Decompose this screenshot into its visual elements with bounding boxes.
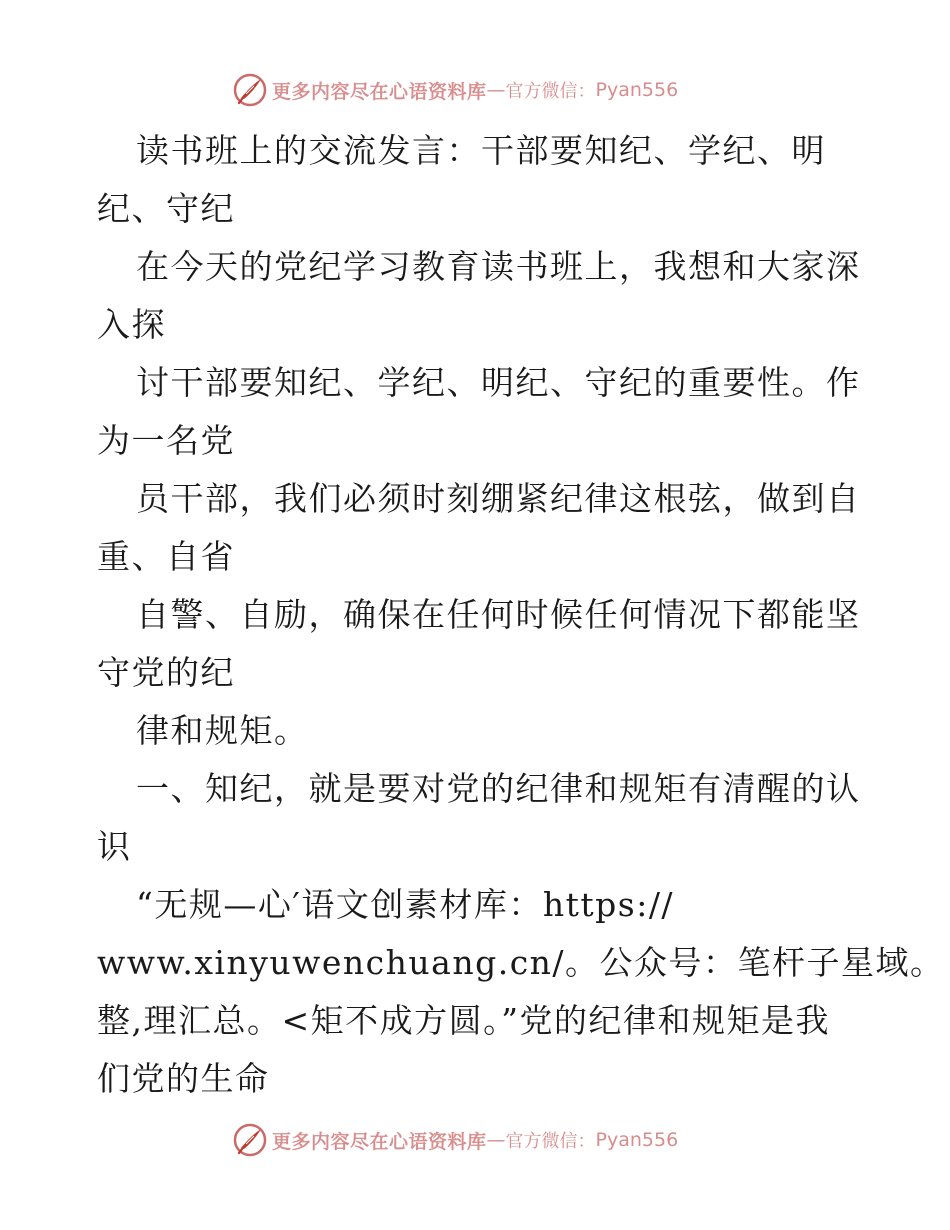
header-brand: 更多内容尽在心语资料库 — [272, 80, 487, 103]
paragraph-line: 守党的纪 — [97, 653, 235, 692]
header-dash: — — [486, 79, 506, 101]
paragraph-line: 们党的生命 — [97, 1059, 270, 1098]
header-wechat-id: Pyan556 — [595, 79, 679, 101]
footer-wechat-label: 官方微信： — [505, 1131, 596, 1152]
title-line-1: 读书班上的交流发言：干部要知纪、学纪、明 — [136, 131, 826, 170]
paragraph-line: 自警、自励，确保在任何时候任何情况下都能坚 — [136, 595, 861, 634]
paragraph-line: 入探 — [97, 305, 166, 344]
section-heading-line: 识 — [97, 827, 132, 866]
paragraph-line: www.xinyuwenchuang.cn/。公众号：笔杆子星域。 — [97, 943, 945, 982]
paragraph-line: 为一名党 — [97, 421, 235, 460]
paragraph-line: 重、自省 — [97, 537, 235, 576]
document-body — [97, 122, 945, 1108]
paragraph-line: 员干部，我们必须时刻绷紧纪律这根弦，做到自 — [136, 479, 861, 518]
paragraph-line: 律和规矩。 — [136, 711, 309, 750]
paragraph-line: 讨干部要知纪、学纪、明纪、守纪的重要性。作 — [136, 363, 861, 402]
header-watermark — [232, 70, 678, 110]
footer-wechat-id: Pyan556 — [595, 1129, 679, 1151]
footer-brand: 更多内容尽在心语资料库 — [272, 1130, 487, 1153]
title-line-2: 纪、守纪 — [97, 189, 235, 228]
paragraph-line: “无规—心′语文创素材库：https:// — [136, 885, 675, 924]
footer-dash: — — [486, 1129, 506, 1151]
footer-watermark — [232, 1120, 678, 1160]
section-heading-line: 一、知纪，就是要对党的纪律和规矩有清醒的认 — [136, 769, 861, 808]
paragraph-line: 整,理汇总。<矩不成方圆。”党的纪律和规矩是我 — [97, 1001, 831, 1040]
paragraph-line: 在今天的党纪学习教育读书班上，我想和大家深 — [136, 247, 861, 286]
quill-logo-icon — [232, 1122, 268, 1158]
header-wechat-label: 官方微信： — [505, 81, 596, 102]
quill-logo-icon — [232, 72, 268, 108]
